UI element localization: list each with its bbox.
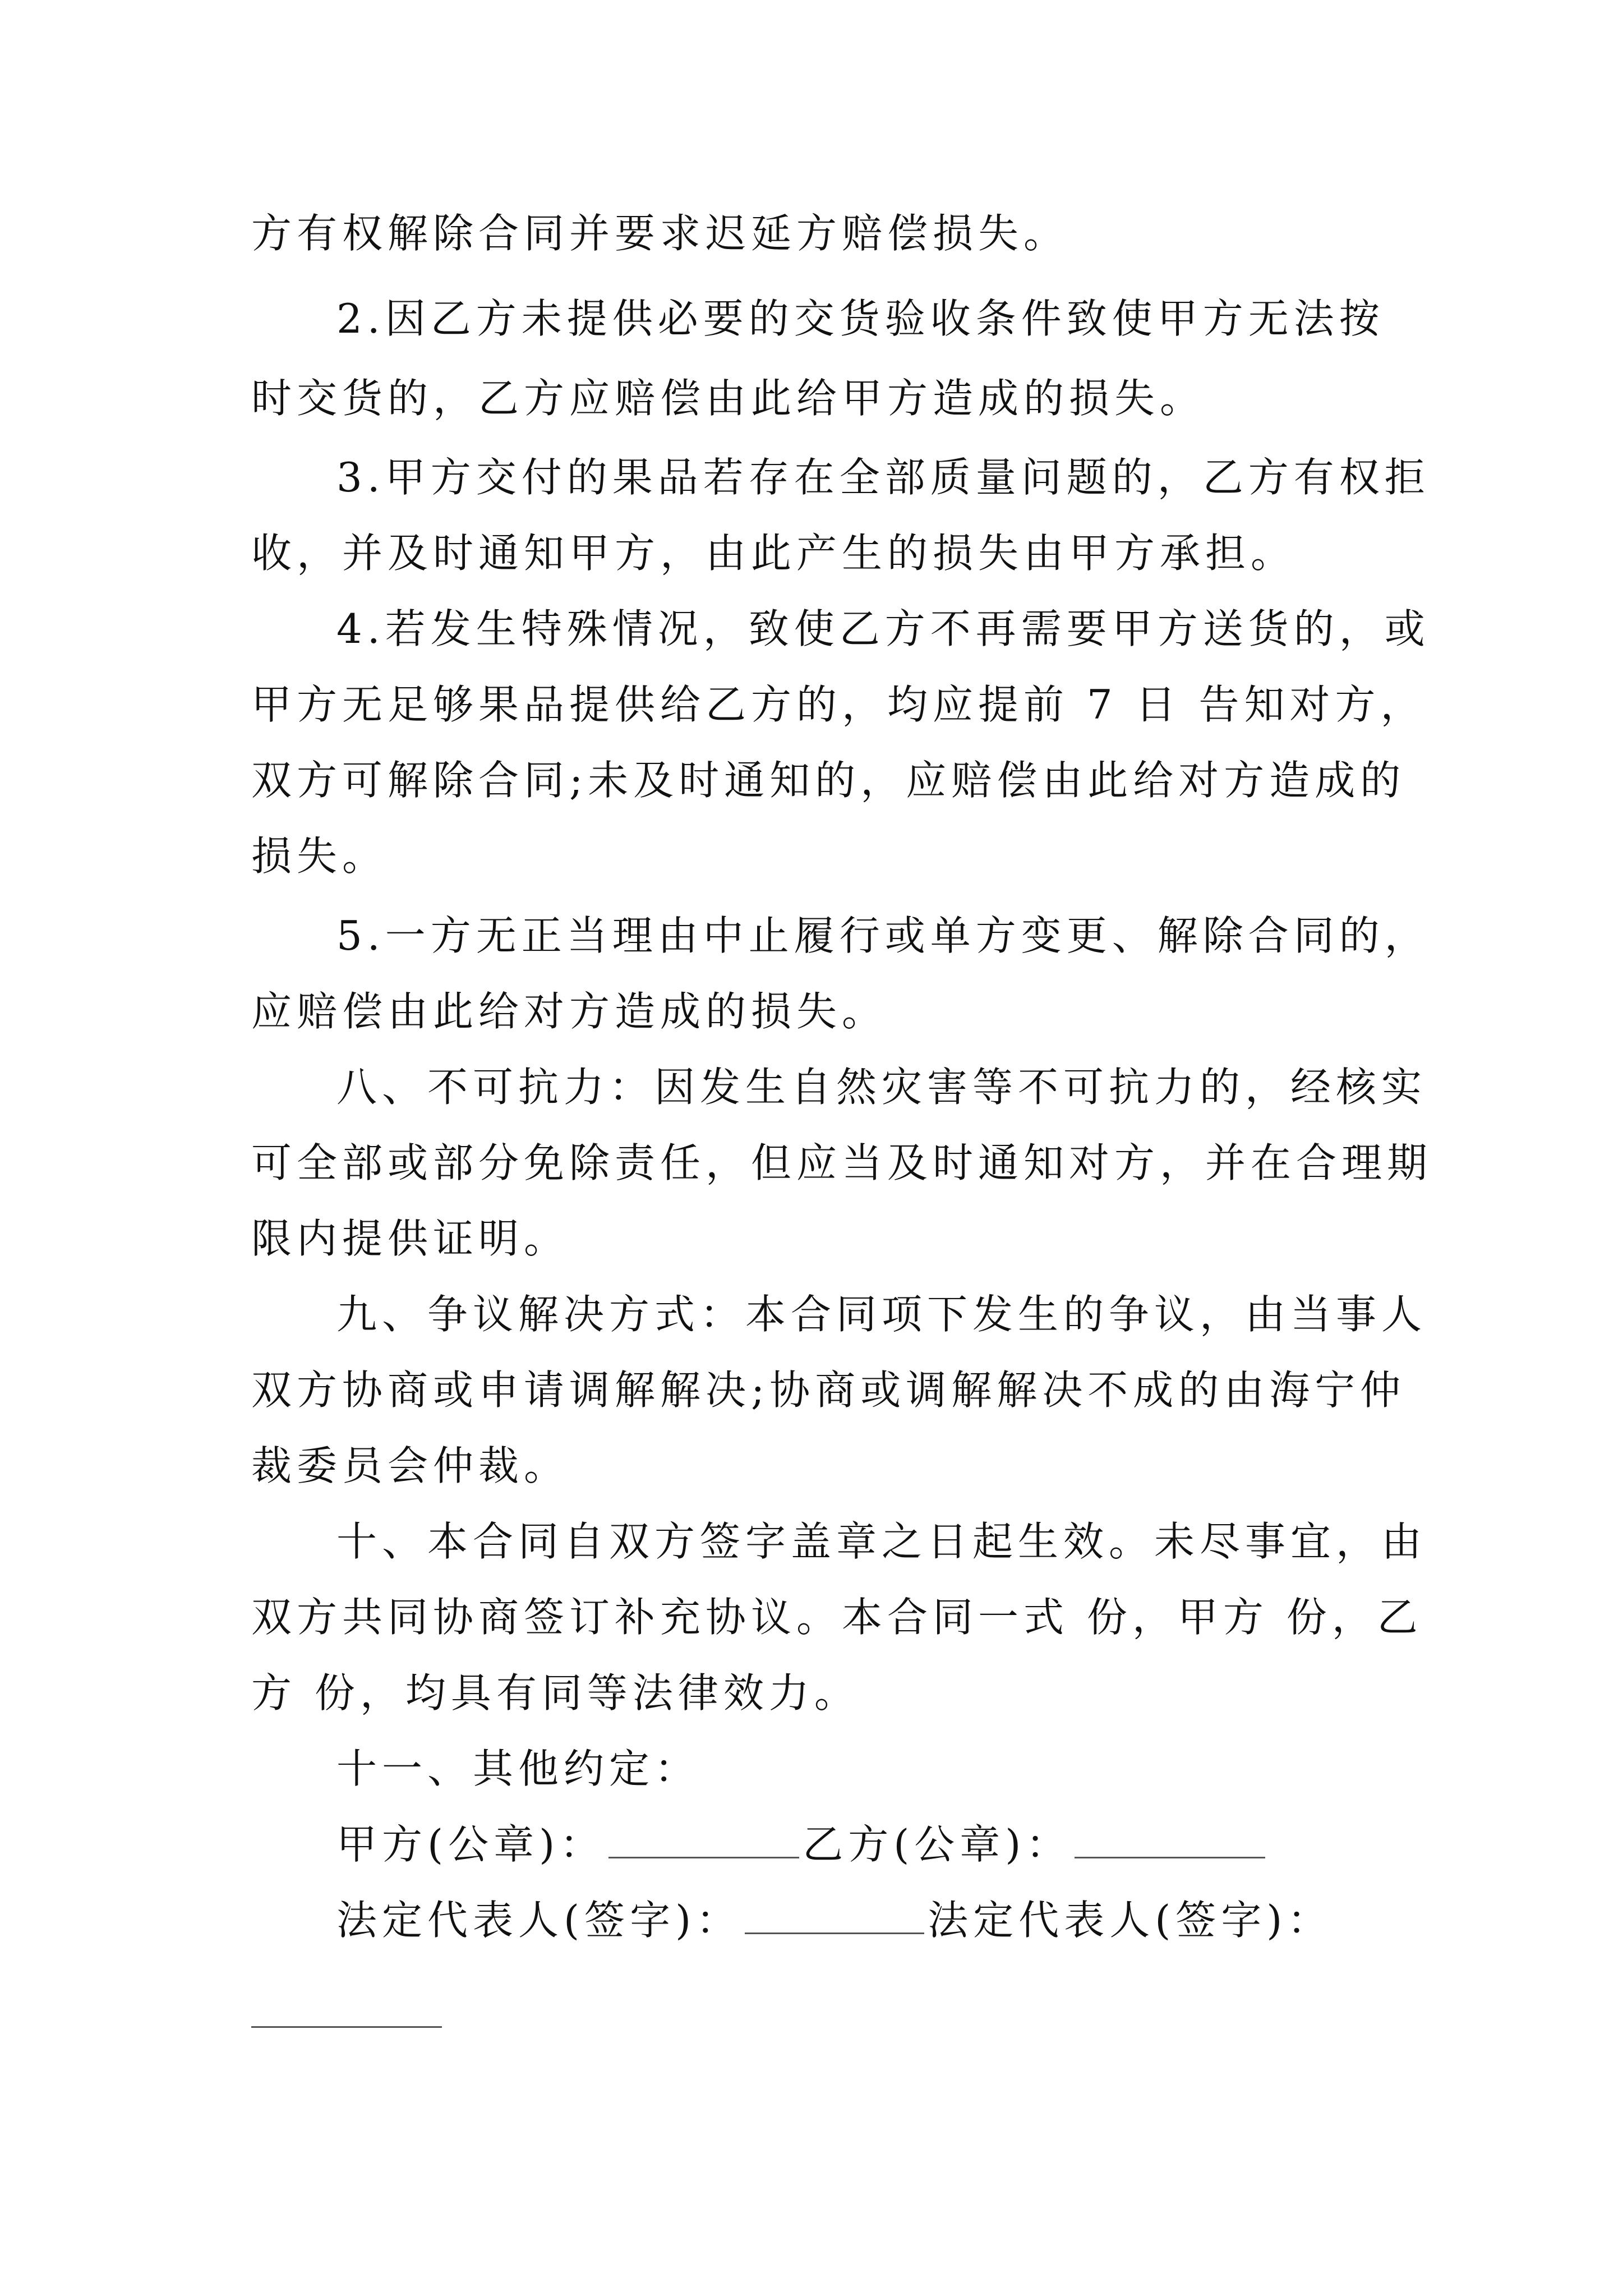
paragraph-line: 双方可解除合同;未及时通知的，应赔偿由此给对方造成的 (251, 757, 1406, 804)
paragraph-line: 可全部或部分免除责任，但应当及时通知对方，并在合理期 (251, 1139, 1433, 1186)
paragraph-line: 方 份，均具有同等法律效力。 (251, 1669, 860, 1717)
paragraph-line: 损失。 (251, 832, 388, 880)
paragraph-line: 甲方无足够果品提供给乙方的，均应提前 7 日 告知对方， (251, 681, 1426, 728)
paragraph-line: 时交货的，乙方应赔偿由此给甲方造成的损失。 (251, 375, 1206, 422)
party-b-seal-blank[interactable] (1075, 1823, 1265, 1858)
paragraph-line: 应赔偿由此给对方造成的损失。 (251, 988, 888, 1035)
party-a-seal-label: 甲方(公章)： (336, 1821, 606, 1868)
party-a-representative-blank[interactable] (745, 1899, 924, 1934)
paragraph-line: 2.因乙方未提供必要的交货验收条件致使甲方无法按 (336, 295, 1385, 342)
representative-row (336, 1892, 1332, 1948)
paragraph-line: 5.一方无正当理由中止履行或单方变更、解除合同的， (336, 912, 1430, 959)
party-b-representative-label: 法定代表人(签字)： (928, 1897, 1333, 1944)
party-a-seal-blank[interactable] (608, 1823, 799, 1858)
paragraph-line: 3.甲方交付的果品若存在全部质量问题的，乙方有权拒 (336, 454, 1430, 501)
party-a-representative-label: 法定代表人(签字)： (336, 1897, 742, 1944)
paragraph-line: 九、争议解决方式：本合同项下发生的争议，由当事人 (336, 1291, 1427, 1338)
paragraph-line: 收，并及时通知甲方，由此产生的损失由甲方承担。 (251, 530, 1297, 577)
paragraph-line: 4.若发生特殊情况，致使乙方不再需要甲方送货的，或 (336, 605, 1430, 652)
paragraph-line: 裁委员会仲裁。 (251, 1442, 570, 1489)
paragraph-line: 十、本合同自双方签字盖章之日起生效。未尽事宜，由 (336, 1518, 1427, 1565)
party-b-seal-label: 乙方(公章)： (803, 1821, 1072, 1868)
paragraph-line: 方有权解除合同并要求迟延方赔偿损失。 (251, 210, 1069, 257)
party-b-representative-blank[interactable] (251, 2026, 442, 2028)
party-seal-row (336, 1816, 1269, 1872)
paragraph-line: 双方共同协商签订补充协议。本合同一式 份，甲方 份，乙 (251, 1594, 1423, 1641)
paragraph-line: 八、不可抗力：因发生自然灾害等不可抗力的，经核实 (336, 1064, 1427, 1111)
paragraph-line: 十一、其他约定： (336, 1745, 700, 1792)
paragraph-line: 限内提供证明。 (251, 1215, 570, 1262)
paragraph-line: 双方协商或申请调解解决;协商或调解解决不成的由海宁仲 (251, 1366, 1406, 1414)
